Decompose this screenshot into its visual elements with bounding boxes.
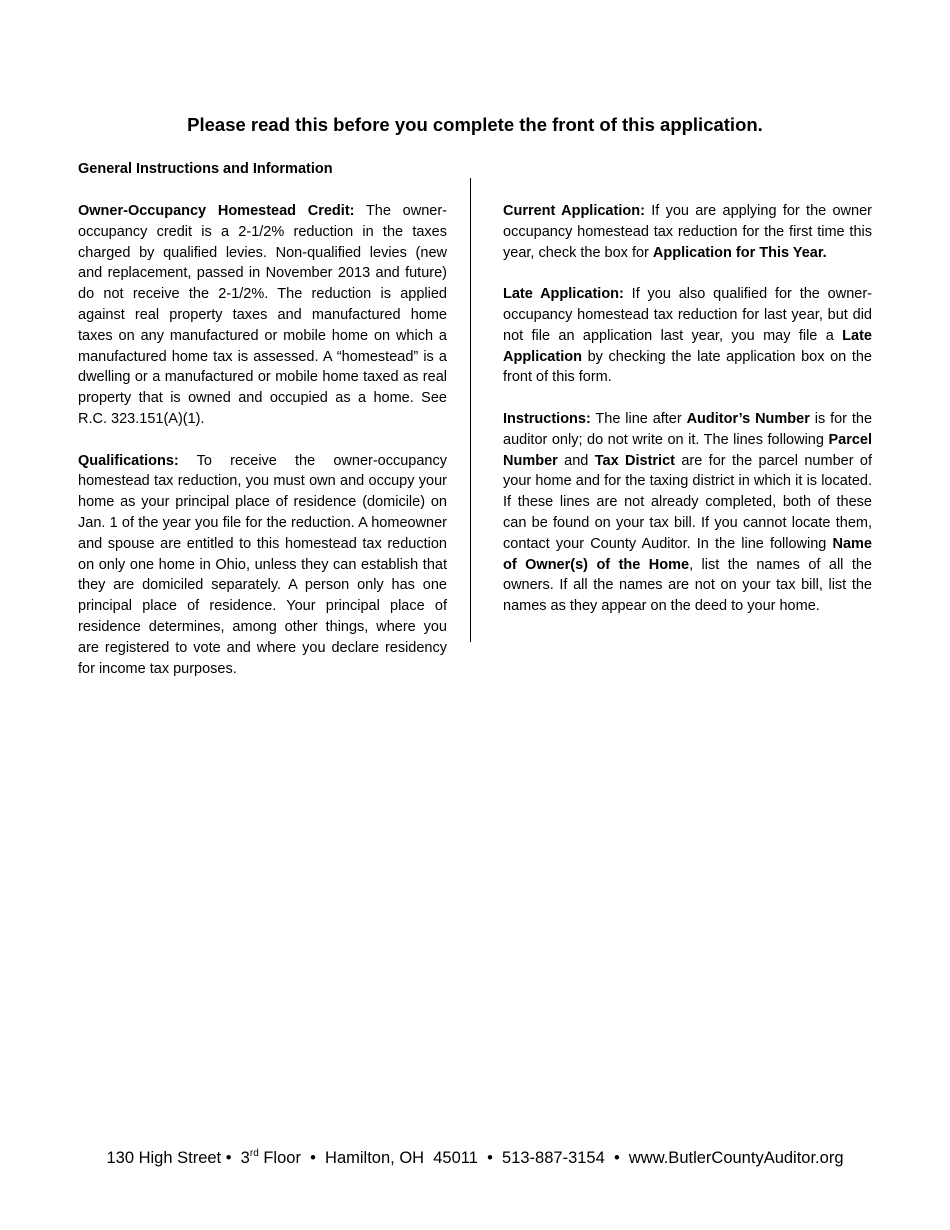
- footer-address-rest: Floor • Hamilton, OH 45011 • 513-887-3154 • www.ButlerCountyAuditor.org: [258, 1149, 844, 1167]
- owner-names-term: Name of Owner(s) of the Home: [503, 535, 872, 573]
- tax-district-term: Tax District: [594, 452, 675, 469]
- late-application-label: Late Application:: [503, 286, 624, 303]
- footer-contact-line: [0, 1148, 950, 1168]
- instructions-text-3: and: [557, 452, 595, 469]
- right-column: [503, 201, 872, 638]
- homestead-credit-label: Owner-Occupancy Homestead Credit:: [78, 203, 355, 219]
- page-title: Please read this before you complete the front of this application.: [187, 114, 763, 135]
- instructions-text-4: are for the parcel number of your home and for the taxing district in which it is located. If these lines are not already completed, both of these can be found on your tax bill. If you cannot locate them, contact your County Auditor. In the line following: [503, 452, 872, 552]
- parcel-number-term: Parcel Number: [503, 431, 872, 469]
- column-divider: [470, 178, 471, 642]
- late-application-text-2: by checking the late application box on the front of this form.: [503, 348, 872, 386]
- late-application-paragraph: [503, 284, 872, 388]
- qualifications-label: Qualifications:: [78, 452, 179, 469]
- qualifications-text: To receive the owner-occupancy homestead tax reduction, you must own and occupy your home as your principal place of residence (domicile) on Jan. 1 of the year you file for the reduction. A homeowner and spouse are entitled to this homestead tax reduction on only one home in Ohio, unless they can establish that they are domiciled separately. A person only has one principal place of residence. Your principal place of residence determines, among other things, where you are registered to vote and where you declare residency for income tax purposes.: [78, 452, 447, 677]
- instructions-text-1: The line after: [590, 410, 687, 427]
- instructions-label: Instructions:: [503, 410, 591, 427]
- late-application-term: Late Application: [503, 327, 872, 365]
- current-application-label: Current Application:: [503, 203, 645, 219]
- left-column: [78, 201, 447, 700]
- qualifications-paragraph: [78, 451, 447, 680]
- section-heading: General Instructions and Information: [78, 161, 333, 177]
- instructions-text-2: is for the auditor only; do not write on it. The lines following: [503, 410, 873, 448]
- homestead-credit-text: The owner-occupancy credit is a 2-1/2% reduction in the taxes charged by qualified levies. Non-qualified levies (new and replacement, passed in November 2013 and future) do not receive the 2-1/2%. The reduction is applied against real property taxes and manufactured home taxes on any manufactured or mobile home on which a manufactured home tax is assessed. A “homestead” is a dwelling or a manufactured or mobile home taxed as real property that is owned and occupied as a home. See R.C. 323.151(A)(1).: [78, 203, 447, 427]
- instructions-paragraph: [503, 409, 872, 617]
- application-for-this-year-term: Application for This Year.: [652, 244, 827, 261]
- homestead-credit-paragraph: [78, 201, 447, 430]
- instructions-text-5: , list the names of all the owners. If all the names are not on your tax bill, list the names as they appear on the deed to your home.: [503, 556, 872, 615]
- current-application-paragraph: [503, 201, 872, 263]
- footer-address-start: 130 High Street • 3: [106, 1149, 250, 1167]
- footer-ordinal-suffix: rd: [249, 1148, 259, 1159]
- current-application-text: If you are applying for the owner occupancy homestead tax reduction for the first time this year, check the box for: [503, 203, 872, 261]
- late-application-text-1: If you also qualified for the owner-occupancy homestead tax reduction for last year, but did not file an application last year, you may file a: [503, 286, 872, 344]
- auditors-number-term: Auditor’s Number: [686, 410, 810, 427]
